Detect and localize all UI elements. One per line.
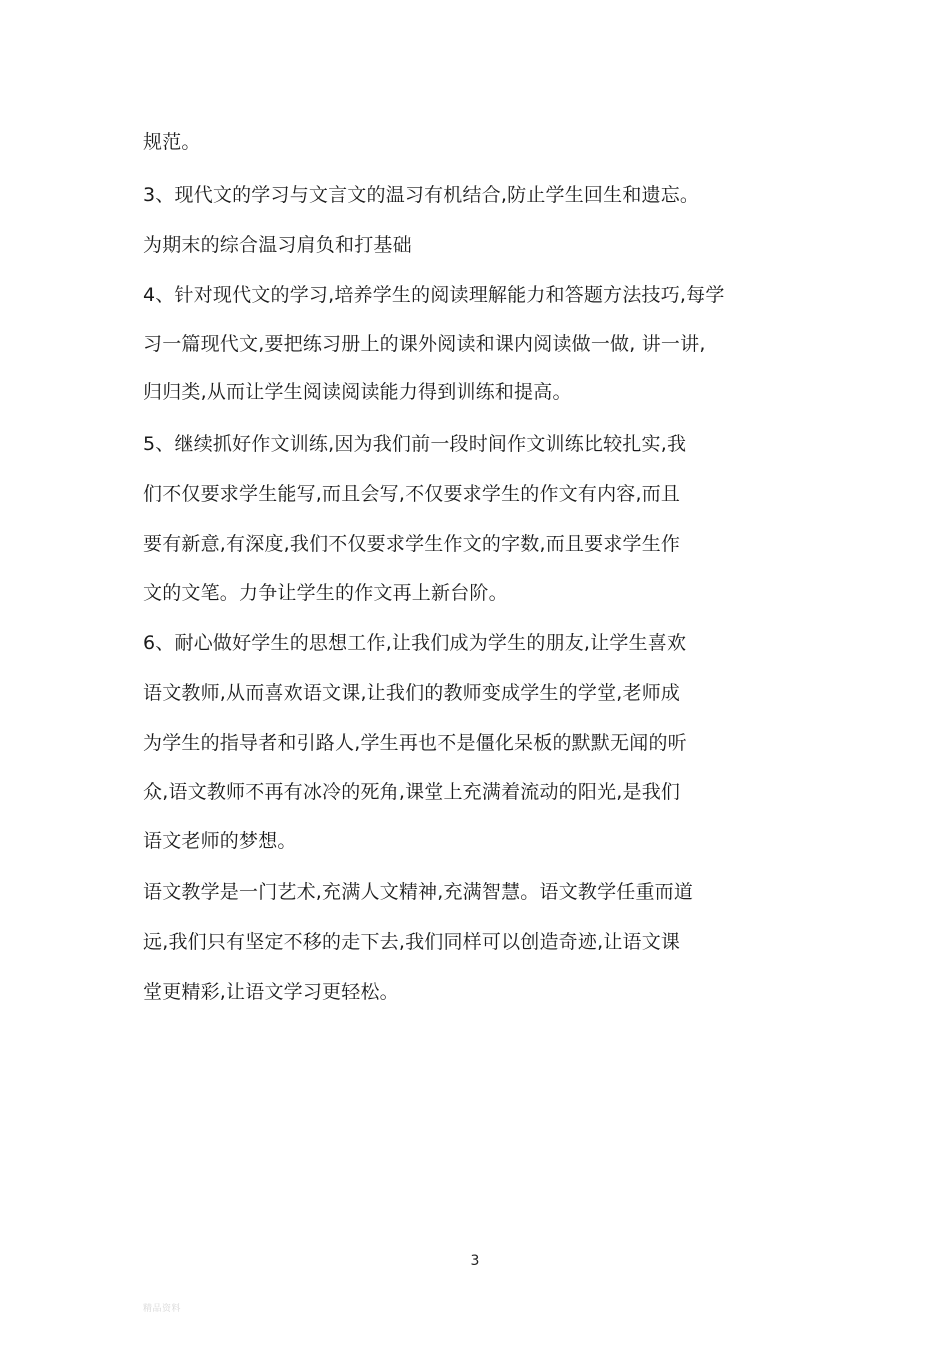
text-line-2: 3、现代文的学习与文言文的温习有机结合,防止学生回生和遗忘。 (143, 184, 700, 206)
text-line-14: 众,语文教师不再有冰冷的死角,课堂上充满着流动的阳光,是我们 (143, 781, 681, 803)
text-line-11: 6、耐心做好学生的思想工作,让我们成为学生的朋友,让学生喜欢 (143, 632, 687, 654)
text-line-6: 归归类,从而让学生阅读阅读能力得到训练和提高。 (143, 381, 572, 403)
text-line-15: 语文老师的梦想。 (143, 830, 297, 852)
text-line-13: 为学生的指导者和引路人,学生再也不是僵化呆板的默默无闻的听 (143, 732, 687, 754)
page-number: 3 (470, 1253, 480, 1269)
text-line-8: 们不仅要求学生能写,而且会写,不仅要求学生的作文有内容,而且 (143, 483, 681, 505)
watermark: 精品资料 (143, 1304, 182, 1314)
text-line-10: 文的文笔。力争让学生的作文再上新台阶。 (143, 582, 508, 604)
text-line-7: 5、继续抓好作文训练,因为我们前一段时间作文训练比较扎实,我 (143, 433, 687, 455)
text-line-5: 习一篇现代文,要把练习册上的课外阅读和课内阅读做一做, 讲一讲, (143, 333, 706, 355)
text-line-4: 4、针对现代文的学习,培养学生的阅读理解能力和答题方法技巧,每学 (143, 284, 725, 306)
text-line-16: 语文教学是一门艺术,充满人文精神,充满智慧。语文教学任重而道 (143, 881, 694, 903)
text-line-18: 堂更精彩,让语文学习更轻松。 (143, 981, 399, 1003)
text-line-3: 为期末的综合温习肩负和打基础 (143, 234, 412, 256)
text-line-12: 语文教师,从而喜欢语文课,让我们的教师变成学生的学堂,老师成 (143, 682, 681, 704)
text-line-1: 规范。 (143, 131, 201, 153)
text-line-17: 远,我们只有坚定不移的走下去,我们同样可以创造奇迹,让语文课 (143, 931, 681, 953)
text-line-9: 要有新意,有深度,我们不仅要求学生作文的字数,而且要求学生作 (143, 533, 681, 555)
